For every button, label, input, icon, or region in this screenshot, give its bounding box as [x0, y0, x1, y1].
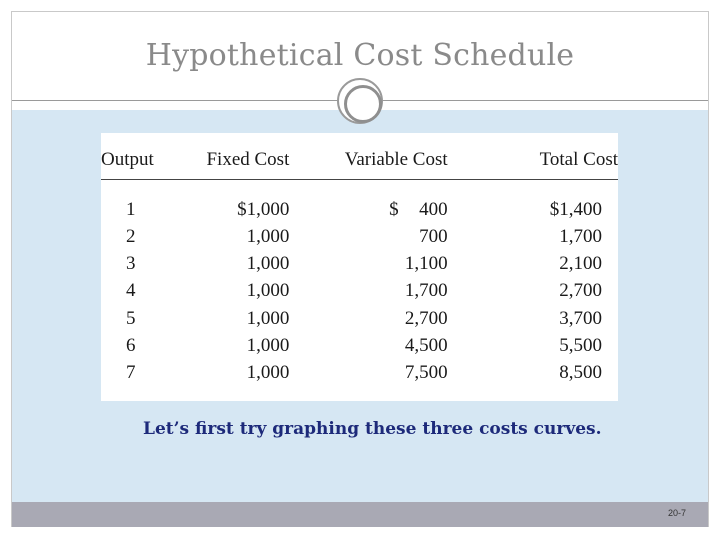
output-cell: 4 [126, 280, 136, 302]
slide-title: Hypothetical Cost Schedule [145, 38, 575, 73]
header-variable-cost: Variable Cost [289, 133, 447, 179]
table-row [101, 179, 618, 223]
page-number: 20-7 [667, 508, 686, 518]
table-row [101, 250, 618, 277]
slide-note: Let’s first try graphing these three costs curves. [143, 419, 602, 439]
variable-cost-cell: 2,700 [404, 307, 448, 329]
variable-cost-cell [289, 179, 447, 223]
variable-cost-cell: 1,700 [404, 280, 448, 302]
output-cell: 1 [126, 198, 136, 220]
total-cost-cell: 1,700 [559, 225, 602, 247]
header-output: Output [101, 133, 171, 179]
table-row [101, 332, 618, 359]
fixed-cost-cell: 1,000 [246, 362, 290, 384]
fixed-cost-cell: $1,000 [237, 198, 290, 220]
output-cell: 3 [126, 252, 136, 274]
variable-cost-cell: 7,500 [404, 362, 448, 384]
total-cost-cell: 2,100 [559, 252, 602, 274]
table-row [101, 304, 618, 331]
variable-cost-cell: 1,100 [404, 252, 448, 274]
total-cost-cell: 3,700 [559, 307, 602, 329]
fixed-cost-cell: 1,000 [246, 225, 290, 247]
header-total-cost: Total Cost [448, 133, 618, 179]
table-row [101, 277, 618, 304]
total-cost-cell: 8,500 [559, 362, 602, 384]
cost-table-panel [101, 133, 618, 401]
table-row [101, 223, 618, 250]
circle-ornament-icon [337, 78, 383, 124]
header-fixed-cost: Fixed Cost [171, 133, 289, 179]
fixed-cost-cell: 1,000 [246, 334, 290, 356]
footer-bar [12, 502, 708, 527]
table-header-row [101, 133, 618, 179]
cost-schedule-table [101, 133, 618, 386]
output-cell: 6 [126, 334, 136, 356]
variable-cost-cell: 700 [419, 225, 448, 247]
total-cost-cell: $1,400 [549, 198, 602, 220]
total-cost-cell: 2,700 [559, 280, 602, 302]
fixed-cost-cell: 1,000 [246, 307, 290, 329]
variable-cost-value: 400 [419, 198, 448, 220]
fixed-cost-cell: 1,000 [246, 252, 290, 274]
output-cell: 2 [126, 225, 136, 247]
output-cell: 7 [126, 362, 136, 384]
fixed-cost-cell: 1,000 [246, 280, 290, 302]
total-cost-cell: 5,500 [559, 334, 602, 356]
dollar-sign: $ [389, 198, 399, 220]
table-row [101, 359, 618, 386]
variable-cost-cell: 4,500 [404, 334, 448, 356]
output-cell: 5 [126, 307, 136, 329]
